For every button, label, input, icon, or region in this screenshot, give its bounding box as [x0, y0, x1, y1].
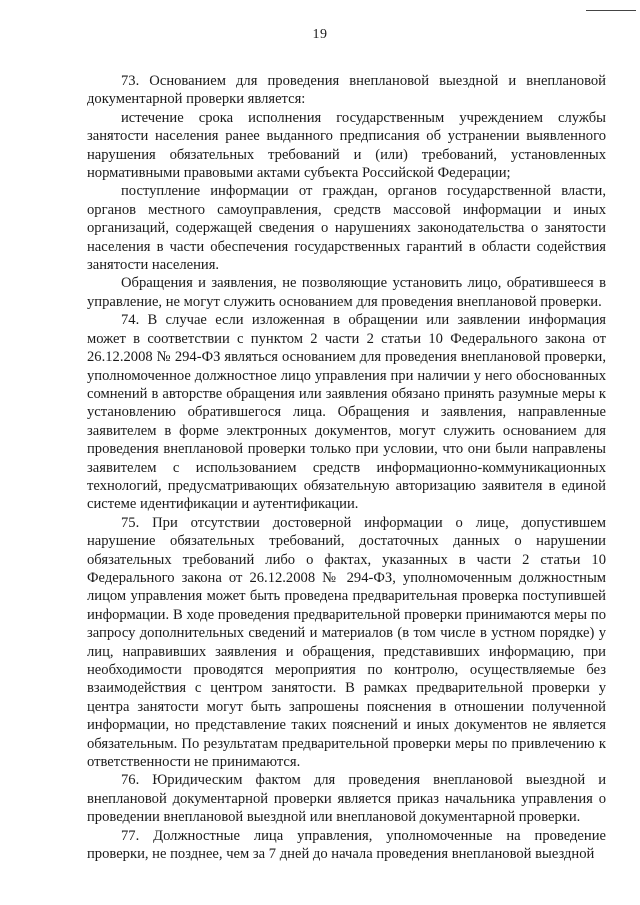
paragraph-73-item-information: поступление информации от граждан, органов государственной власти, органов местного самоуправления, средств массовой информации и иных организаций, содержащей сведения о нарушениях законодательства о занятости населения в части обеспечения государственных гарантий в области содействия занятости населения.	[87, 183, 606, 274]
paragraph-73-intro: 73. Основанием для проведения внеплановой выездной и внеплановой документарной проверки является:	[87, 73, 606, 108]
paragraph-anonymous-appeals: Обращения и заявления, не позволяющие установить лицо, обратившееся в управление, не могут служить основанием для проведения внеплановой проверки.	[87, 275, 606, 310]
paragraph-77: 77. Должностные лица управления, уполномоченные на проведение проверки, не позднее, чем за 7 дней до начала проведения внеплановой выездной	[87, 827, 606, 863]
paragraph-76: 76. Юридическим фактом для проведения внеплановой выездной и внеплановой документарной проверки является приказ начальника управления о проведении внеплановой выездной или внеплановой документарной проверки.	[87, 772, 606, 826]
page-number: 19	[312, 27, 328, 42]
paragraph-73-item-deadline: истечение срока исполнения государственным учреждением службы занятости населения ранее выданного предписания об устранении выявленного нарушения обязательных требований и (или) требований, установленных нормативными правовыми актами субъекта Российской Федерации;	[87, 109, 606, 182]
top-edge-rule	[586, 10, 636, 11]
paragraph-74: 74. В случае если изложенная в обращении или заявлении информация может в соответствии с пунктом 2 части 2 статьи 10 Федерального закона от 26.12.2008 № 294-ФЗ являться основанием для проведения внеплановой проверки, уполномоченное должностное лицо управления при наличии у него обоснованных сомнений в авторстве обращения или заявления обязано принять разумные меры к установлению обратившегося лица. Обращения и заявления, направленные заявителем в форме электронных документов, могут служить основанием для проведения внеплановой проверки только при условии, что они были направлены заявителем с использованием средств информационно-коммуникационных технологий, предусматривающих обязательную авторизацию заявителя в единой системе идентификации и аутентификации.	[87, 312, 606, 513]
document-body	[87, 72, 606, 863]
paragraph-75: 75. При отсутствии достоверной информации о лице, допустившем нарушение обязательных требований, достаточных данных о нарушении обязательных требований либо о фактах, указанных в части 2 статьи 10 Федерального закона от 26.12.2008 № 294-ФЗ, уполномоченным должностным лицом управления может быть проведена предварительная проверка поступившей информации. В ходе проведения предварительной проверки принимаются меры по запросу дополнительных сведений и материалов (в том числе в устном порядке) у лиц, направивших заявления и обращения, представивших информацию, при необходимости проводятся мероприятия по контролю, осуществляемые без взаимодействия с центром занятости. В рамках предварительной проверки у центра занятости могут быть запрошены пояснения в отношении полученной информации, но представление таких пояснений и иных документов не является обязательным. По результатам предварительной проверки меры по привлечению к ответственности не принимаются.	[87, 514, 606, 771]
